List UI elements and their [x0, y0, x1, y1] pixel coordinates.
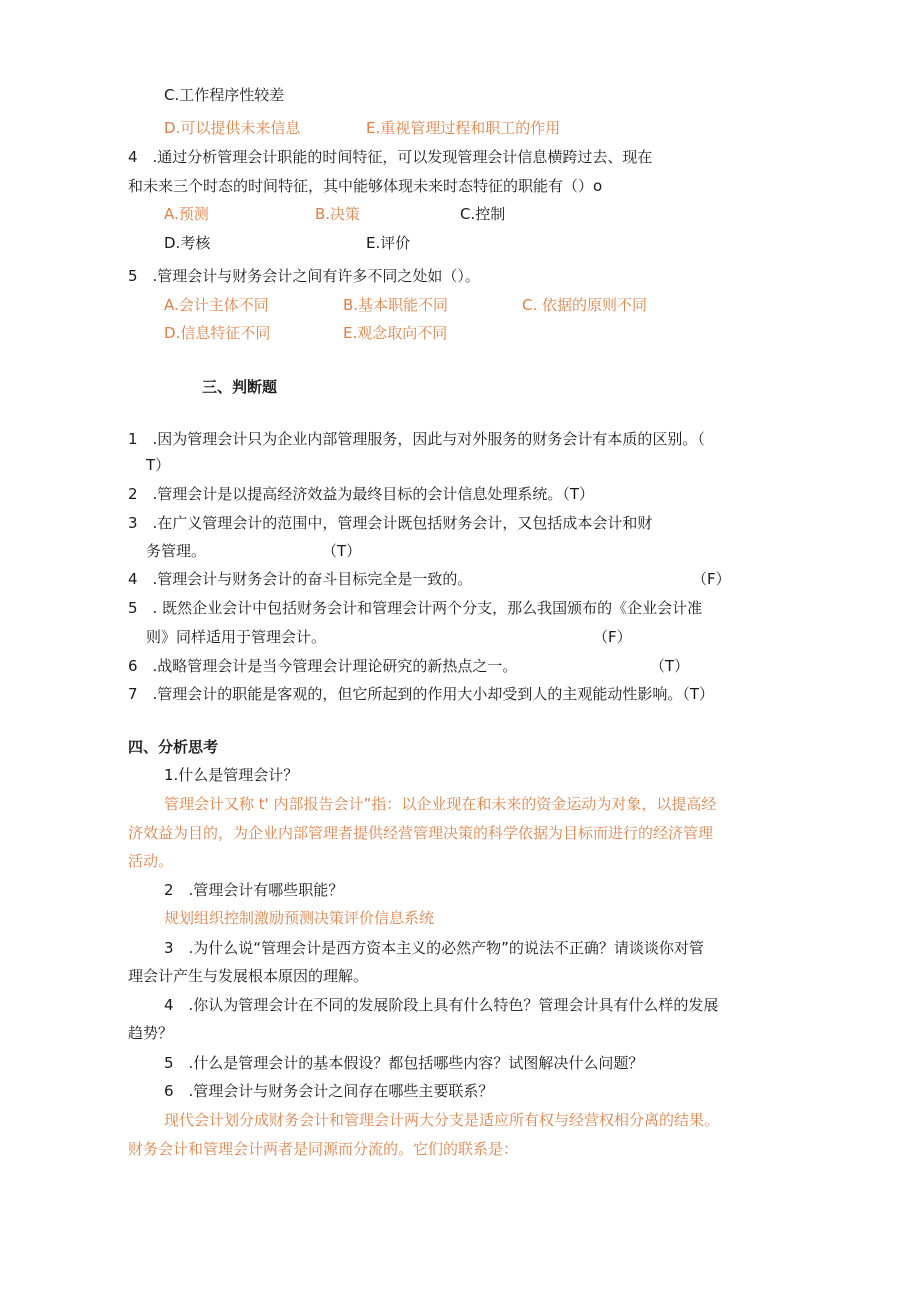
judge-item-5-cont: 则》同样适用于管理会计。	[146, 628, 327, 646]
analysis-answer-1-line-1: 管理会计又称 t' 内部报告会计”指：以企业现在和未来的资金运动为对象，以提高经	[164, 795, 717, 813]
analysis-question-3-line-1: 3 .为什么说“管理会计是西方资本主义的必然产物”的说法不正确？请谈谈你对管	[164, 939, 704, 957]
analysis-question-3-line-2: 理会计产生与发展根本原因的理解。	[128, 967, 369, 985]
section-heading-judgment: 三、判断题	[202, 378, 278, 396]
analysis-question-6: 6 .管理会计与财务会计之间存在哪些主要联系？	[164, 1082, 494, 1100]
option-d-q4: D.考核	[164, 234, 211, 252]
analysis-question-5: 5 .什么是管理会计的基本假设？都包括哪些内容？试图解决什么问题？	[164, 1054, 644, 1072]
option-e-q5: E.观念取向不同	[343, 324, 448, 342]
analysis-question-1: 1.什么是管理会计？	[164, 766, 299, 784]
analysis-question-2: 2 .管理会计有哪些职能？	[164, 881, 344, 899]
judge-item-3-answer: （T）	[322, 542, 362, 560]
option-e-q3: E.重视管理过程和职工的作用	[366, 119, 561, 137]
option-c-q4: C.控制	[460, 205, 506, 223]
option-b-q4: B.决策	[315, 205, 361, 223]
option-e-q4: E.评价	[366, 234, 411, 252]
analysis-answer-2: 规划组织控制激励预测决策评价信息系统	[164, 909, 435, 927]
judge-item-4-answer: （F）	[692, 570, 731, 588]
judge-item-1: 1 .因为管理会计只为企业内部管理服务，因此与对外服务的财务会计有本质的区别。（	[128, 430, 705, 448]
analysis-answer-1-line-3: 活动。	[128, 852, 174, 870]
judge-item-4: 4 .管理会计与财务会计的奋斗目标完全是一致的。	[128, 570, 473, 588]
analysis-answer-6-line-1: 现代会计划分成财务会计和管理会计两大分支是适应所有权与经营权相分离的结果。	[164, 1111, 720, 1129]
option-d-q5: D.信息特征不同	[164, 324, 271, 342]
option-b-q5: B.基本职能不同	[343, 296, 449, 314]
option-a-q4: A.预测	[164, 205, 209, 223]
judge-item-3-cont: 务管理。	[146, 542, 207, 560]
judge-item-2: 2 .管理会计是以提高经济效益为最终目标的会计信息处理系统。（T）	[128, 485, 594, 503]
question-5-line-1: 5 .管理会计与财务会计之间有许多不同之处如（）。	[128, 267, 480, 285]
judge-item-6: 6 .战略管理会计是当今管理会计理论研究的新热点之一。	[128, 657, 518, 675]
analysis-answer-1-line-2: 济效益为目的，为企业内部管理者提供经营管理决策的科学依据为目标而进行的经济管理	[128, 824, 714, 842]
analysis-answer-6-line-2: 财务会计和管理会计两者是同源而分流的。它们的联系是：	[128, 1140, 519, 1158]
judge-item-5-answer: （F）	[593, 628, 632, 646]
judge-item-7: 7 .管理会计的职能是客观的，但它所起到的作用大小却受到人的主观能动性影响。（T）	[128, 685, 714, 703]
judge-item-6-answer: （T）	[650, 657, 690, 675]
analysis-question-4-line-2: 趋势？	[128, 1024, 174, 1042]
section-heading-analysis: 四、分析思考	[128, 738, 219, 756]
option-d-q3: D.可以提供未来信息	[164, 119, 301, 137]
judge-item-5: 5 . 既然企业会计中包括财务会计和管理会计两个分支，那么我国颁布的《企业会计准	[128, 599, 703, 617]
option-a-q5: A.会计主体不同	[164, 296, 269, 314]
question-4-line-2: 和未来三个时态的时间特征，其中能够体现未来时态特征的职能有（）o	[128, 177, 603, 195]
analysis-question-4-line-1: 4 .你认为管理会计在不同的发展阶段上具有什么特色？管理会计具有什么样的发展	[164, 996, 719, 1014]
option-c-q5: C. 依据的原则不同	[522, 296, 648, 314]
option-c-q3: C.工作程序性较差	[164, 86, 285, 104]
judge-item-1-answer: T）	[146, 456, 171, 474]
judge-item-3: 3 .在广义管理会计的范围中，管理会计既包括财务会计，又包括成本会计和财	[128, 514, 653, 532]
question-4-line-1: 4 .通过分析管理会计职能的时间特征，可以发现管理会计信息横跨过去、现在	[128, 148, 653, 166]
